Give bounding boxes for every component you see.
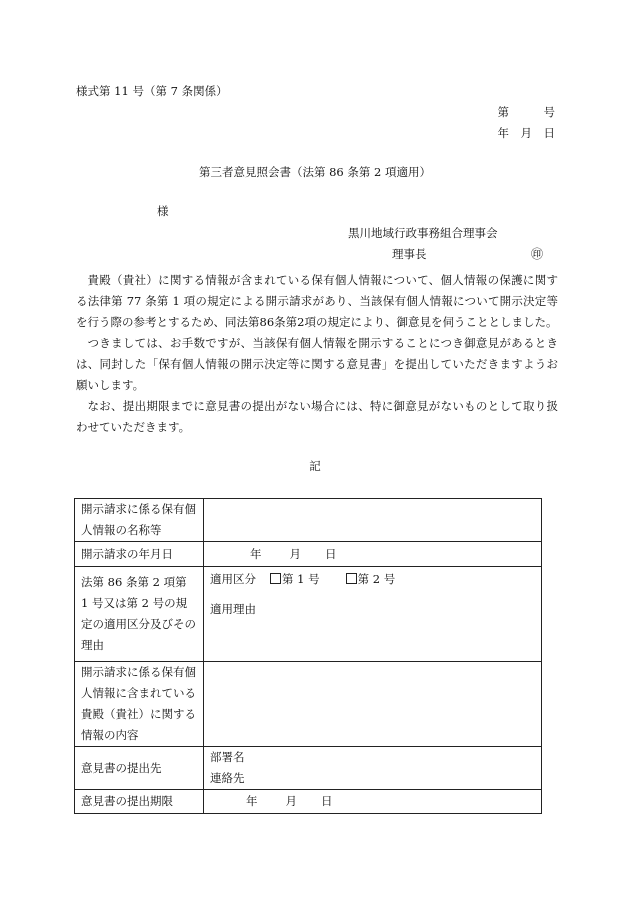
option-2-label: 第 2 号 (357, 572, 396, 586)
row-label: 意見書の提出期限 (75, 790, 204, 814)
submission-deadline-field[interactable] (204, 790, 542, 814)
department-label: 部署名 (210, 750, 245, 764)
year-label: 年 (246, 794, 258, 808)
category-label: 適用区分 (210, 572, 256, 586)
table-row (75, 747, 542, 790)
table-row (75, 662, 542, 747)
sender-organization: 黒川地域行政事務組合理事会 (348, 226, 498, 240)
month-label: 月 (285, 794, 297, 808)
document-date: 年 月 日 (497, 126, 555, 140)
row-label: 開示請求に係る保有個人情報の名称等 (75, 499, 204, 542)
table-row (75, 790, 542, 814)
table-row (75, 542, 542, 567)
body-paragraph-1: 貴殿（貴社）に関する情報が含まれている保有個人情報について、個人情報の保護に関する法律第 77 条第 1 項の規定による開示請求があり、当該保有個人情報について開示決定等を行う際の参考とするため、同法第86条第2項の規定により、御意見を伺うこととしました。 (76, 273, 558, 329)
row-label: 法第 86 条第 2 項第 1 号又は第 2 号の規定の適用区分及びその理由 (75, 567, 204, 662)
row-label: 開示請求の年月日 (75, 542, 204, 567)
category-reason-field[interactable] (204, 567, 542, 662)
seal-mark: ㊞ (531, 247, 544, 261)
addressee-honorific: 様 (157, 204, 169, 218)
sender-title: 理事長 (392, 247, 427, 261)
record-table (74, 498, 542, 814)
table-row (75, 567, 542, 662)
document-number: 第 号 (497, 105, 555, 119)
table-row (75, 499, 542, 542)
contact-label: 連絡先 (210, 771, 245, 785)
reason-label: 適用理由 (210, 602, 256, 616)
year-label: 年 (250, 546, 262, 561)
ki-label: 記 (309, 459, 321, 473)
checkbox-option-2[interactable] (346, 573, 357, 584)
submission-destination-field[interactable] (204, 747, 542, 790)
day-label: 日 (325, 546, 337, 561)
body-paragraph-2: つきましては、お手数ですが、当該保有個人情報を開示することにつき御意見があるときは、同封した「保有個人情報の開示決定等に関する意見書」を提出していただきますようお願いします。 (76, 336, 558, 392)
row-label: 意見書の提出先 (75, 747, 204, 790)
request-date-field[interactable] (204, 542, 542, 567)
body-paragraph-3: なお、提出期限までに意見書の提出がない場合には、特に御意見がないものとして取り扱わせていただきます。 (76, 399, 558, 434)
info-content-field[interactable] (204, 662, 542, 747)
form-number: 様式第 11 号（第 7 条関係） (76, 84, 228, 98)
day-label: 日 (321, 794, 333, 808)
option-1-label: 第 1 号 (282, 572, 320, 586)
month-label: 月 (289, 546, 301, 561)
body-text (76, 270, 558, 438)
checkbox-option-1[interactable] (270, 573, 281, 584)
personal-info-name-field[interactable] (204, 499, 542, 542)
document-title: 第三者意見照会書（法第 86 条第 2 項適用） (198, 165, 432, 179)
row-label: 開示請求に係る保有個人情報に含まれている貴殿（貴社）に関する情報の内容 (75, 662, 204, 747)
